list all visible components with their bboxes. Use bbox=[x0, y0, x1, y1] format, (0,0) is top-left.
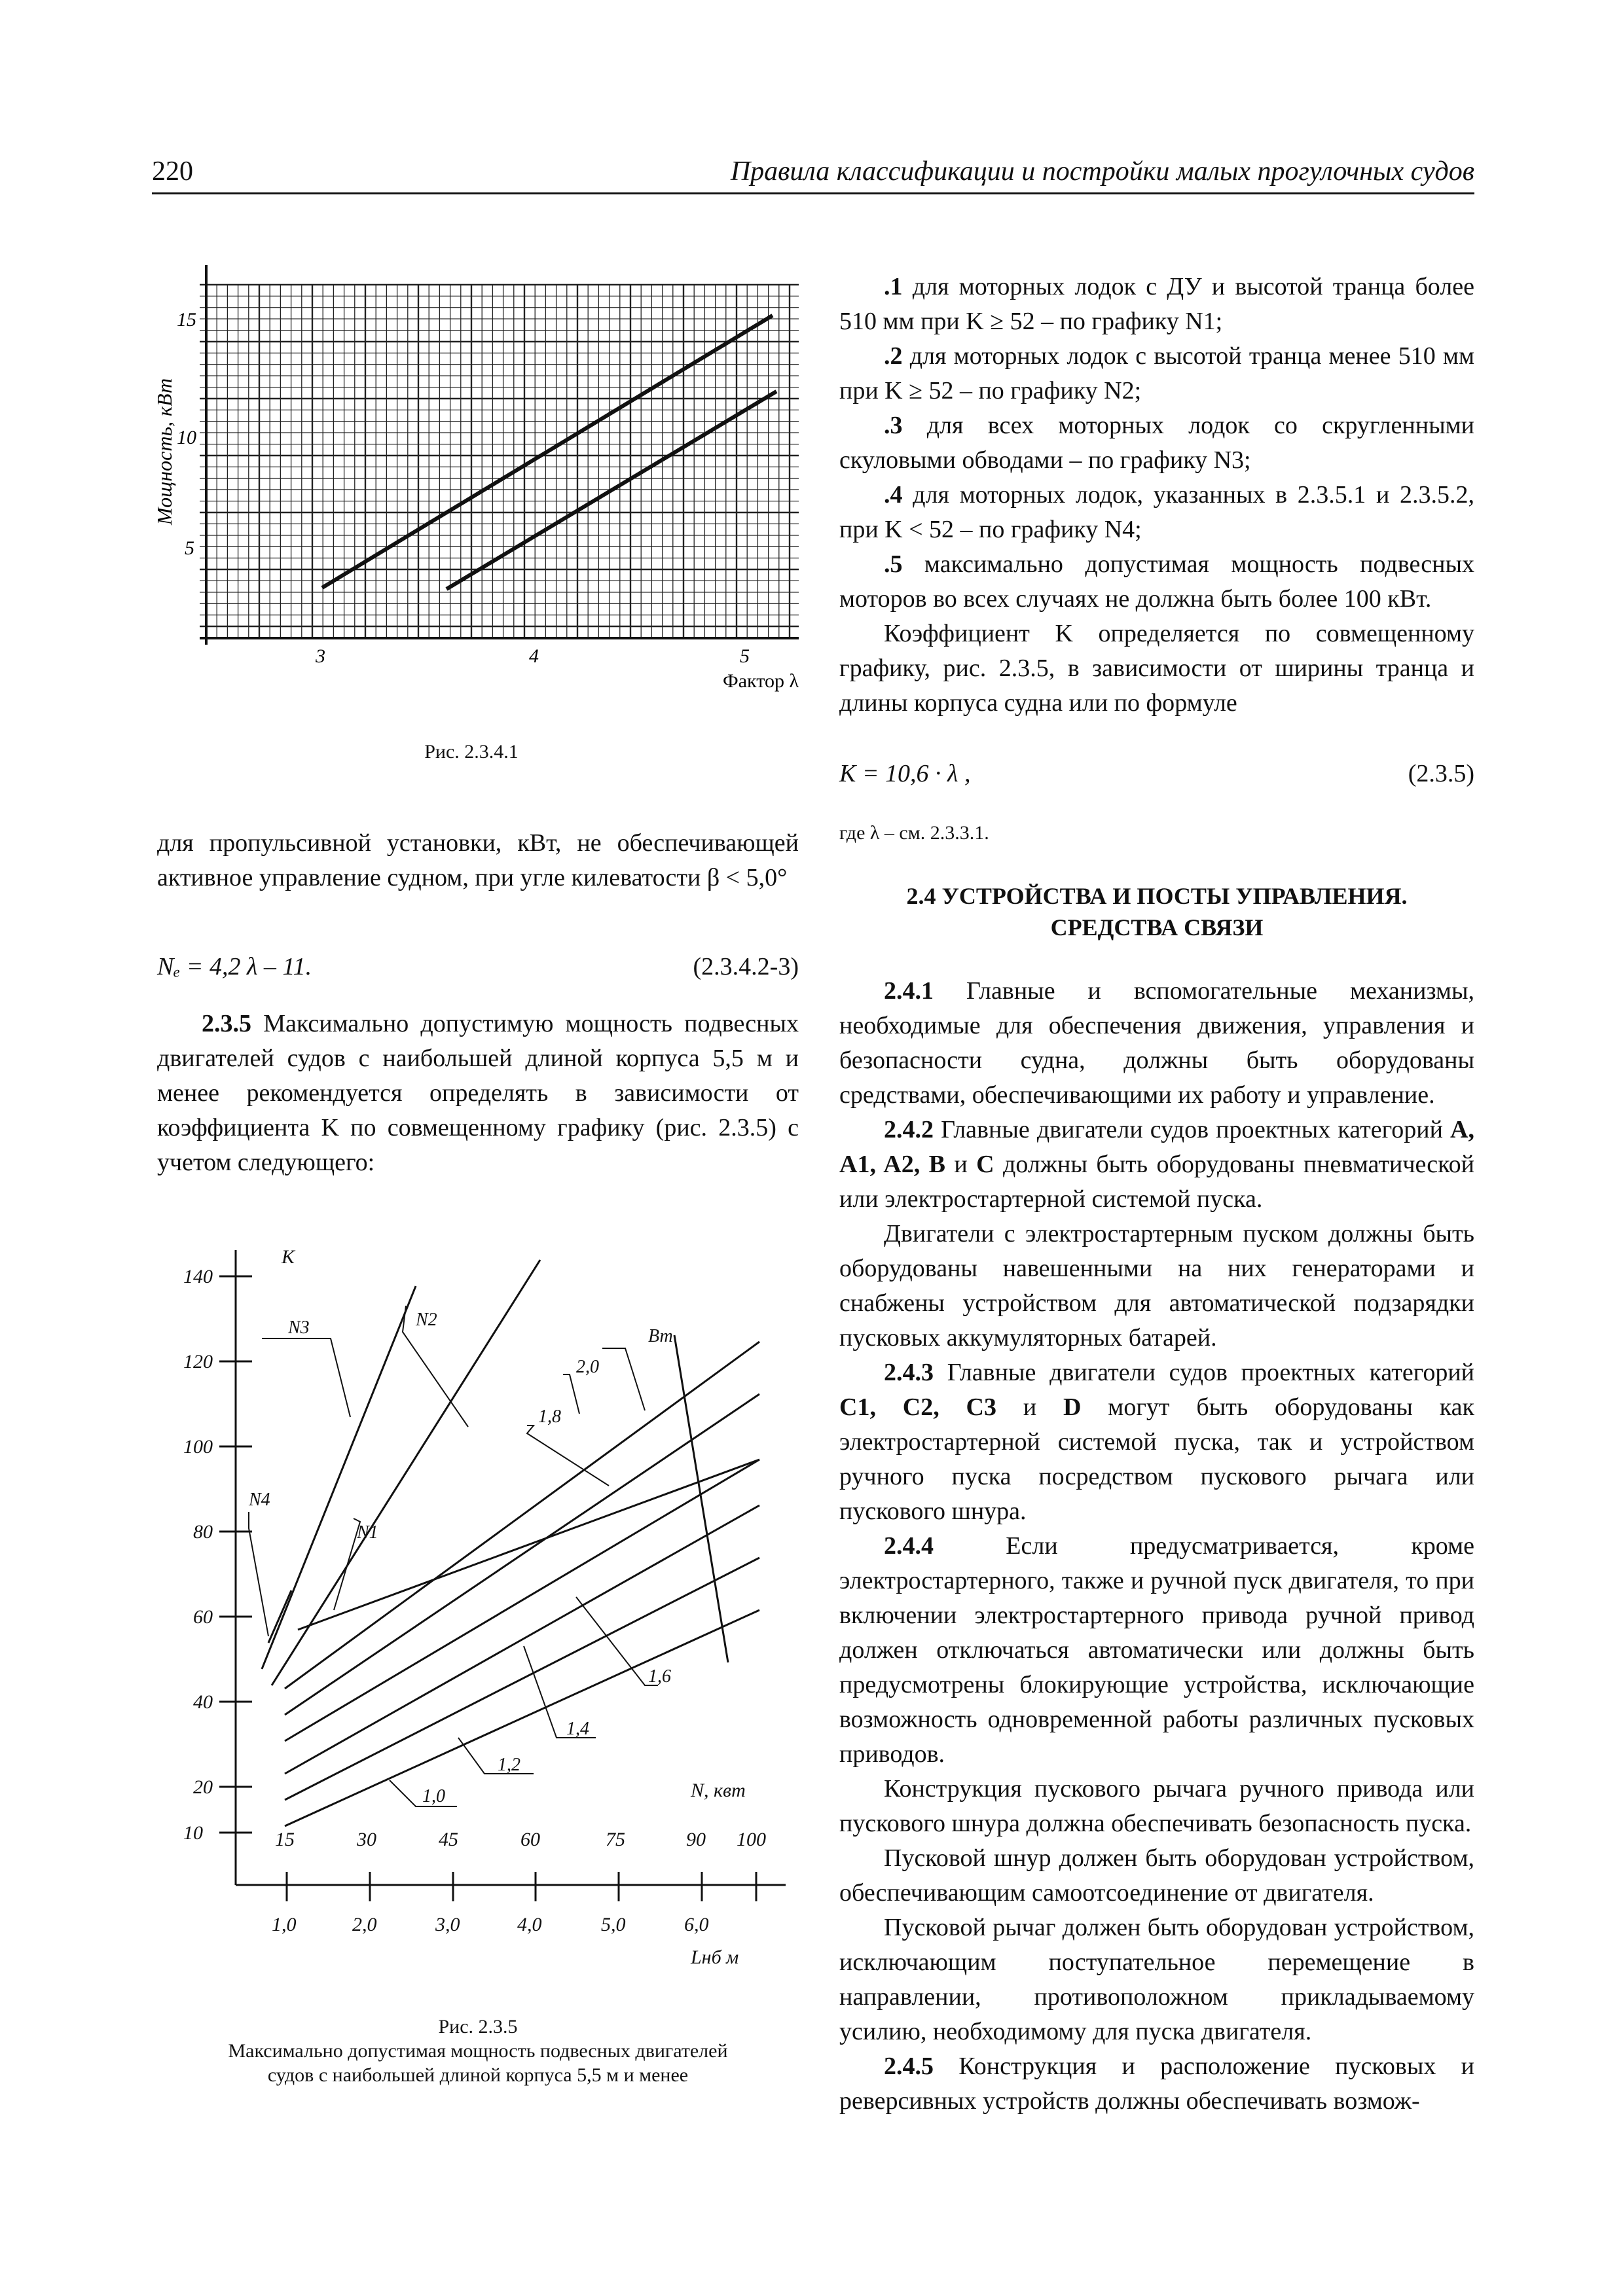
p242-num: 2.4.2 bbox=[884, 1116, 934, 1143]
label-1-8: 1,8 bbox=[538, 1407, 561, 1427]
p244-text: Если предусматривается, кроме электростартерного, также и ручной пуск двигателя, то при включении электростартерного привода ручной привод должен отключаться автоматически или должны быть предусмотрены блокирующие устройства, исключающие возможность одновременной работы различных пусковых приводов. bbox=[839, 1532, 1474, 1768]
item4-text: для моторных лодок, указанных в 2.3.5.1 и 2.3.5.2, при K < 52 – по графику N4; bbox=[839, 481, 1474, 543]
fig2-ltick-3: 3,0 bbox=[435, 1914, 460, 1935]
fig2-ntick-90: 90 bbox=[686, 1829, 706, 1850]
eq-number: (2.3.4.2-3) bbox=[693, 953, 799, 980]
p241-num: 2.4.1 bbox=[884, 977, 934, 1005]
eq-k-number: (2.3.5) bbox=[1408, 760, 1474, 787]
item1-num: .1 bbox=[884, 273, 903, 300]
p242-text-b: должны быть оборудованы пневматической или электростартерной системой пуска. bbox=[839, 1151, 1474, 1213]
label-N2: N2 bbox=[416, 1310, 437, 1330]
fig2-ytick-60: 60 bbox=[193, 1606, 213, 1628]
p245-text: Конструкция и расположение пусковых и реверсивных устройств должны обеспечивать возмож- bbox=[839, 2053, 1474, 2115]
p244-cord: Пусковой шнур должен быть оборудован устройством, обеспечивающим самоотсоединение от двигателя. bbox=[839, 1844, 1474, 1907]
fig2-axes bbox=[219, 1250, 786, 1901]
eq-left: Nₑ = 4,2 λ – 11. bbox=[157, 953, 312, 980]
fig2-ntick-45: 45 bbox=[439, 1829, 458, 1850]
right-section-2-4 bbox=[839, 974, 1474, 2119]
fig1-caption: Рис. 2.3.4.1 bbox=[424, 741, 519, 762]
page-number: 220 bbox=[152, 156, 193, 187]
header-rule bbox=[152, 192, 1474, 194]
item4-num: .4 bbox=[884, 481, 903, 509]
curve-N2 bbox=[272, 1260, 540, 1685]
label-2-0: 2,0 bbox=[576, 1357, 599, 1377]
equation-2-3-5 bbox=[839, 759, 1474, 788]
figure-2-3-5 bbox=[157, 1217, 805, 2029]
p243-text-a: Главные двигатели судов проектных категорий bbox=[934, 1359, 1474, 1386]
p242-category-c: C bbox=[976, 1151, 994, 1178]
fig1-xlabel: Фактор λ bbox=[723, 670, 799, 692]
fig1-ytick-15: 15 bbox=[177, 309, 196, 331]
left-para1 bbox=[157, 826, 799, 895]
figure-2-3-4-1 bbox=[144, 262, 818, 733]
fig2-ntick-100: 100 bbox=[737, 1829, 766, 1850]
item3-num: .3 bbox=[884, 412, 903, 439]
para-num: 2.3.5 bbox=[202, 1010, 251, 1037]
fig2-lines bbox=[262, 1260, 759, 1826]
left-para-2-3-5 bbox=[157, 1007, 799, 1180]
label-1-4: 1,4 bbox=[566, 1719, 589, 1739]
p242-and: и bbox=[945, 1151, 977, 1178]
item2-text: для моторных лодок с высотой транца менее 510 мм при K ≥ 52 – по графику N2; bbox=[839, 342, 1474, 404]
p243-and: и bbox=[996, 1393, 1063, 1421]
section-title-line1: 2.4 УСТРОЙСТВА И ПОСТЫ УПРАВЛЕНИЯ. bbox=[906, 883, 1408, 909]
section-title-line2: СРЕДСТВА СВЯЗИ bbox=[1050, 914, 1264, 941]
fig2-ltick-2: 2,0 bbox=[352, 1914, 377, 1935]
fig2-ytick-20: 20 bbox=[193, 1776, 213, 1798]
p242-categories: A, A1, A2, B bbox=[839, 1116, 1474, 1178]
p241-text: Главные и вспомогательные механизмы, необходимые для обеспечения движения, управления и безопасности судна, должны быть оборудованы средствами, обеспечивающими их работу и управление. bbox=[839, 977, 1474, 1109]
fig2-ytick-120: 120 bbox=[183, 1351, 213, 1372]
item2-num: .2 bbox=[884, 342, 903, 370]
p245-num: 2.4.5 bbox=[884, 2053, 934, 2080]
p242-generators: Двигатели с электростартерным пуском должны быть оборудованы навешенными на них генераторами и снабжены устройством для автоматической подзарядки пусковых аккумуляторных батарей. bbox=[839, 1220, 1474, 1352]
fig2-n-label: N, квт bbox=[691, 1780, 746, 1801]
fig2-k-label: K bbox=[282, 1246, 295, 1268]
label-N4: N4 bbox=[249, 1490, 270, 1510]
item5-text: максимально допустимая мощность подвесных моторов во всех случаях не должна быть более 100 кВт. bbox=[839, 550, 1474, 613]
p244-lever-device: Пусковой рычаг должен быть оборудован устройством, исключающим поступательное перемещение в направлении, противоположном прикладываемому усилию, необходимому для пуска двигателя. bbox=[839, 1914, 1474, 2045]
fig1-grid bbox=[200, 265, 799, 645]
label-N3: N3 bbox=[288, 1318, 310, 1338]
fig2-ytick-140: 140 bbox=[183, 1266, 213, 1287]
where-lambda: где λ – см. 2.3.3.1. bbox=[839, 822, 989, 844]
fig2-ytick-10: 10 bbox=[183, 1822, 203, 1844]
item3-text: для всех моторных лодок со скругленными скуловыми обводами – по графику N3; bbox=[839, 412, 1474, 474]
label-Wt: Вт bbox=[648, 1326, 673, 1346]
p244-num: 2.4.4 bbox=[884, 1532, 934, 1560]
fig2-ltick-4: 4,0 bbox=[517, 1914, 542, 1935]
p243-category-d: D bbox=[1063, 1393, 1082, 1421]
fig1-ytick-10: 10 bbox=[177, 427, 196, 448]
label-1-6: 1,6 bbox=[648, 1666, 671, 1687]
label-N1: N1 bbox=[357, 1522, 378, 1543]
section-2-4-title bbox=[839, 880, 1474, 943]
fig2-caption-line2: судов с наибольшей длиной корпуса 5,5 м и менее bbox=[267, 2064, 689, 2086]
para-text: Максимально допустимую мощность подвесных двигателей судов с наибольшей длиной корпуса 5,5 м и менее рекомендуется определять в зависимости от коэффициента K по совмещенному графику (рис. 2.3.5) с учетом следующего: bbox=[157, 1010, 799, 1176]
fig1-ytick-5: 5 bbox=[185, 537, 194, 559]
eq-k-left: K = 10,6 · λ , bbox=[839, 760, 971, 787]
fig1-xtick-5: 5 bbox=[740, 645, 750, 667]
right-items bbox=[839, 270, 1474, 721]
equation-2-3-4-2-3 bbox=[157, 952, 799, 981]
fig2-ltick-5: 5,0 bbox=[601, 1914, 626, 1935]
fig1-ylabel: Мощность, кВт bbox=[153, 378, 176, 526]
item5-num: .5 bbox=[884, 550, 903, 578]
curve-N4 bbox=[268, 1590, 291, 1643]
p243-num: 2.4.3 bbox=[884, 1359, 934, 1386]
fig2-ntick-30: 30 bbox=[357, 1829, 376, 1850]
fig2-caption-line1: Максимально допустимая мощность подвесных двигателей bbox=[228, 2040, 728, 2062]
para-propulsion: для пропульсивной установки, кВт, не обеспечивающей активное управление судном, при угле килеватости β < 5,0° bbox=[157, 829, 799, 891]
fig2-ntick-15: 15 bbox=[275, 1829, 295, 1850]
fig2-ntick-60: 60 bbox=[520, 1829, 540, 1850]
fig2-l-label: Lнб м bbox=[691, 1946, 739, 1968]
p244-lever: Конструкция пускового рычага ручного привода или пускового шнура должна обеспечивать безопасность пуска. bbox=[839, 1775, 1474, 1837]
para-coefficient-k: Коэффициент K определяется по совмещенному графику, рис. 2.3.5, в зависимости от ширины транца и длины корпуса судна или по формуле bbox=[839, 620, 1474, 717]
p242-text-a: Главные двигатели судов проектных категорий bbox=[934, 1116, 1451, 1143]
fig2-ltick-6: 6,0 bbox=[684, 1914, 709, 1935]
fig2-ytick-80: 80 bbox=[193, 1521, 213, 1543]
item1-text: для моторных лодок с ДУ и высотой транца более 510 мм при K ≥ 52 – по графику N1; bbox=[839, 273, 1474, 335]
fig2-ntick-75: 75 bbox=[606, 1829, 625, 1850]
fig2-ltick-1: 1,0 bbox=[272, 1914, 297, 1935]
p243-categories: C1, C2, C3 bbox=[839, 1393, 996, 1421]
fig2-ytick-40: 40 bbox=[193, 1691, 213, 1713]
label-1-0: 1,0 bbox=[422, 1786, 445, 1806]
curve-N3 bbox=[262, 1286, 416, 1669]
fig1-xtick-4: 4 bbox=[529, 645, 539, 667]
fig1-xtick-3: 3 bbox=[316, 645, 325, 667]
fig2-ytick-100: 100 bbox=[183, 1436, 213, 1458]
fig2-caption-number: Рис. 2.3.5 bbox=[438, 2016, 518, 2037]
p243-text-b: могут быть оборудованы как электростартерной системой пуска, так и устройством ручного пуска посредством пускового рычага или пускового шнура. bbox=[839, 1393, 1474, 1525]
label-1-2: 1,2 bbox=[498, 1755, 520, 1775]
running-title: Правила классификации и постройки малых прогулочных судов bbox=[730, 156, 1474, 187]
